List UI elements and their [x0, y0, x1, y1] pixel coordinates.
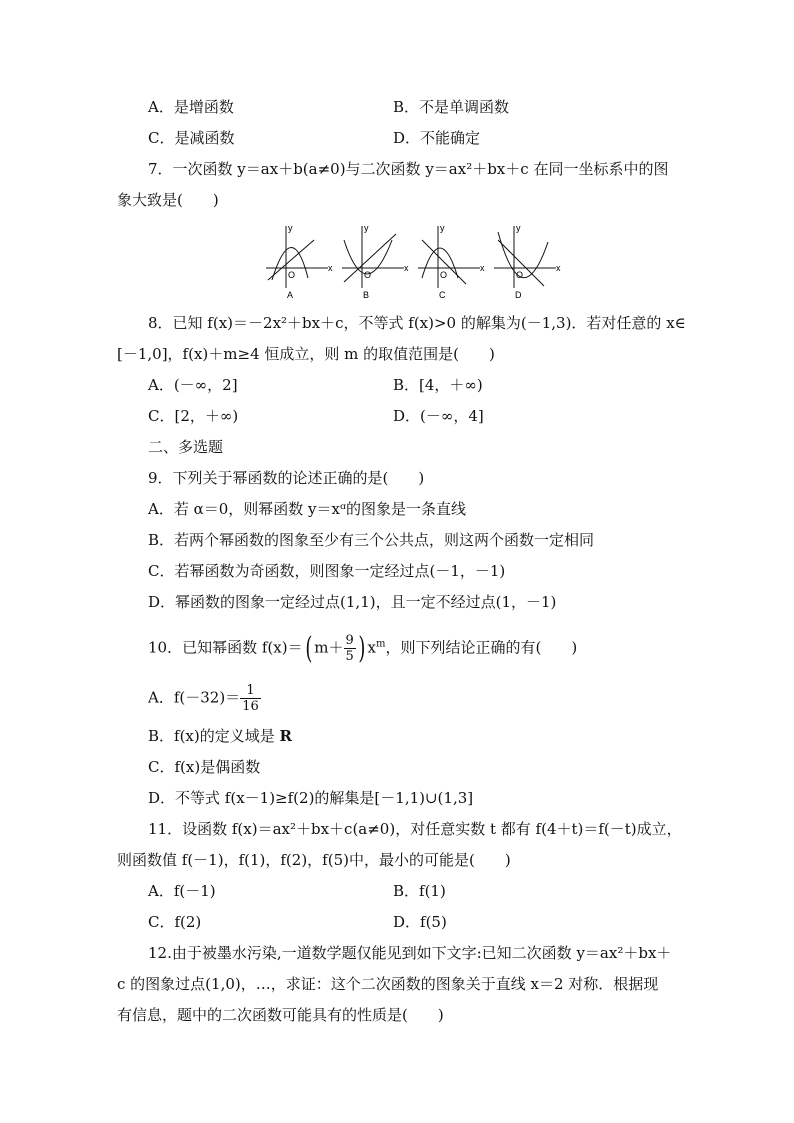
q8-option-d: D．(－∞，4] [393, 407, 484, 425]
q11-stem-line2: 则函数值 f(－1)，f(1)，f(2)，f(5)中，最小的可能是( ) [117, 851, 511, 869]
q10-option-d: D．不等式 f(x－1)≥f(2)的解集是[－1,1)∪(1,3] [148, 789, 474, 807]
q10-option-a-num: 1 [240, 683, 261, 699]
q10-option-a-den: 16 [242, 699, 259, 714]
q8-stem-line2: [－1,0]，f(x)＋m≥4 恒成立，则 m 的取值范围是( ) [117, 345, 495, 363]
q10-m-plus: m＋ [314, 638, 344, 657]
graph-c-x-label: x [480, 263, 485, 273]
graph-c-label: C [439, 290, 446, 300]
graph-b-origin: O [364, 270, 372, 280]
graph-c-origin: O [440, 270, 448, 280]
q8-option-b: B．[4，＋∞) [393, 376, 483, 394]
q11-option-c: C．f(2) [148, 913, 202, 931]
q9-option-d: D．幂函数的图象一定经过点(1,1)，且一定不经过点(1，－1) [148, 593, 557, 611]
q6-option-c: C．是减函数 [148, 129, 235, 147]
q11-option-a: A．f(－1) [148, 882, 216, 900]
q6-option-b: B．不是单调函数 [393, 98, 510, 116]
q10-option-c: C．f(x)是偶函数 [148, 758, 261, 776]
q10-stem-tail: ，则下列结论正确的有( ) [385, 638, 578, 657]
q6-option-d: D．不能确定 [393, 129, 481, 147]
q10-fraction-num: 9 [345, 633, 354, 648]
graph-b-x-label: x [404, 263, 409, 273]
graph-c-y-label: y [440, 223, 445, 233]
q10-x: x [367, 638, 376, 657]
q11-option-d: D．f(5) [393, 913, 447, 931]
q10-fraction [344, 633, 356, 664]
graph-d-x-label: x [556, 263, 561, 273]
q9-option-c: C．若幂函数为奇函数，则图象一定经过点(－1，－1) [148, 562, 506, 580]
q8-option-a: A．(－∞，2] [148, 376, 238, 394]
graph-b-label: B [363, 290, 370, 300]
q10-option-a-pre: A．f(－32)＝ [148, 688, 241, 707]
graph-d-y-label: y [516, 223, 521, 233]
graph-c [418, 226, 480, 288]
q12-stem-line3: 有信息，题中的二次函数可能具有的性质是( ) [117, 1006, 444, 1024]
q9-stem: 9．下列关于幂函数的论述正确的是( ) [148, 469, 425, 487]
q11-stem-line1: 11．设函数 f(x)＝ax²＋bx＋c(a≠0)，对任意实数 t 都有 f(4＋t)＝f(－t)成立， [148, 820, 682, 838]
graph-d-origin: O [516, 270, 524, 280]
q10-right-paren: ) [358, 630, 366, 666]
q10-option-a [148, 683, 261, 714]
q8-option-c: C．[2，＋∞) [148, 407, 239, 425]
q10-fraction-den: 5 [345, 649, 354, 664]
q12-stem-line2: c 的图象过点(1,0)，…，求证：这个二次函数的图象关于直线 x＝2 对称．根据现 [117, 975, 659, 993]
q7-stem-line2: 象大致是( ) [117, 191, 219, 209]
q11-option-b: B．f(1) [393, 882, 446, 900]
q12-stem-line1: 12.由于被墨水污染,一道数学题仅能见到如下文字:已知二次函数 y＝ax²＋bx＋ [148, 944, 672, 962]
q10-option-b-text: B．f(x)的定义域是 [148, 727, 280, 745]
q10-option-b [148, 726, 292, 746]
graph-a-y-label: y [288, 223, 293, 233]
q8-stem-line1: 8．已知 f(x)＝－2x²＋bx＋c，不等式 f(x)>0 的解集为(－1,3)．若对任意的 x∈ [148, 314, 686, 332]
q7-graph-figure [262, 218, 562, 302]
section-heading-multi-choice: 二、多选题 [148, 438, 224, 456]
q7-stem-line1: 7．一次函数 y＝ax＋b(a≠0)与二次函数 y＝ax²＋bx＋c 在同一坐标系中的图 [148, 160, 669, 178]
q10-left-paren: ( [304, 630, 312, 666]
graph-a-origin: O [288, 270, 296, 280]
graph-d [494, 226, 556, 288]
q10-exponent: m [376, 638, 386, 650]
graph-a [266, 226, 328, 288]
graph-b [342, 226, 404, 288]
q10-option-a-fraction [240, 683, 261, 714]
q9-option-a: A．若 α＝0，则幂函数 y＝xᵅ的图象是一条直线 [148, 500, 466, 518]
q6-option-a: A．是增函数 [148, 98, 234, 116]
graph-a-label: A [287, 290, 294, 300]
q9-option-b: B．若两个幂函数的图象至少有三个公共点，则这两个函数一定相同 [148, 531, 595, 549]
graph-d-label: D [515, 290, 522, 300]
q10-option-b-set: R [279, 727, 292, 745]
q10-stem-pre: 10．已知幂函数 f(x)＝ [148, 638, 303, 657]
graph-a-x-label: x [328, 263, 333, 273]
q10-stem [148, 630, 578, 666]
graph-b-y-label: y [364, 223, 369, 233]
